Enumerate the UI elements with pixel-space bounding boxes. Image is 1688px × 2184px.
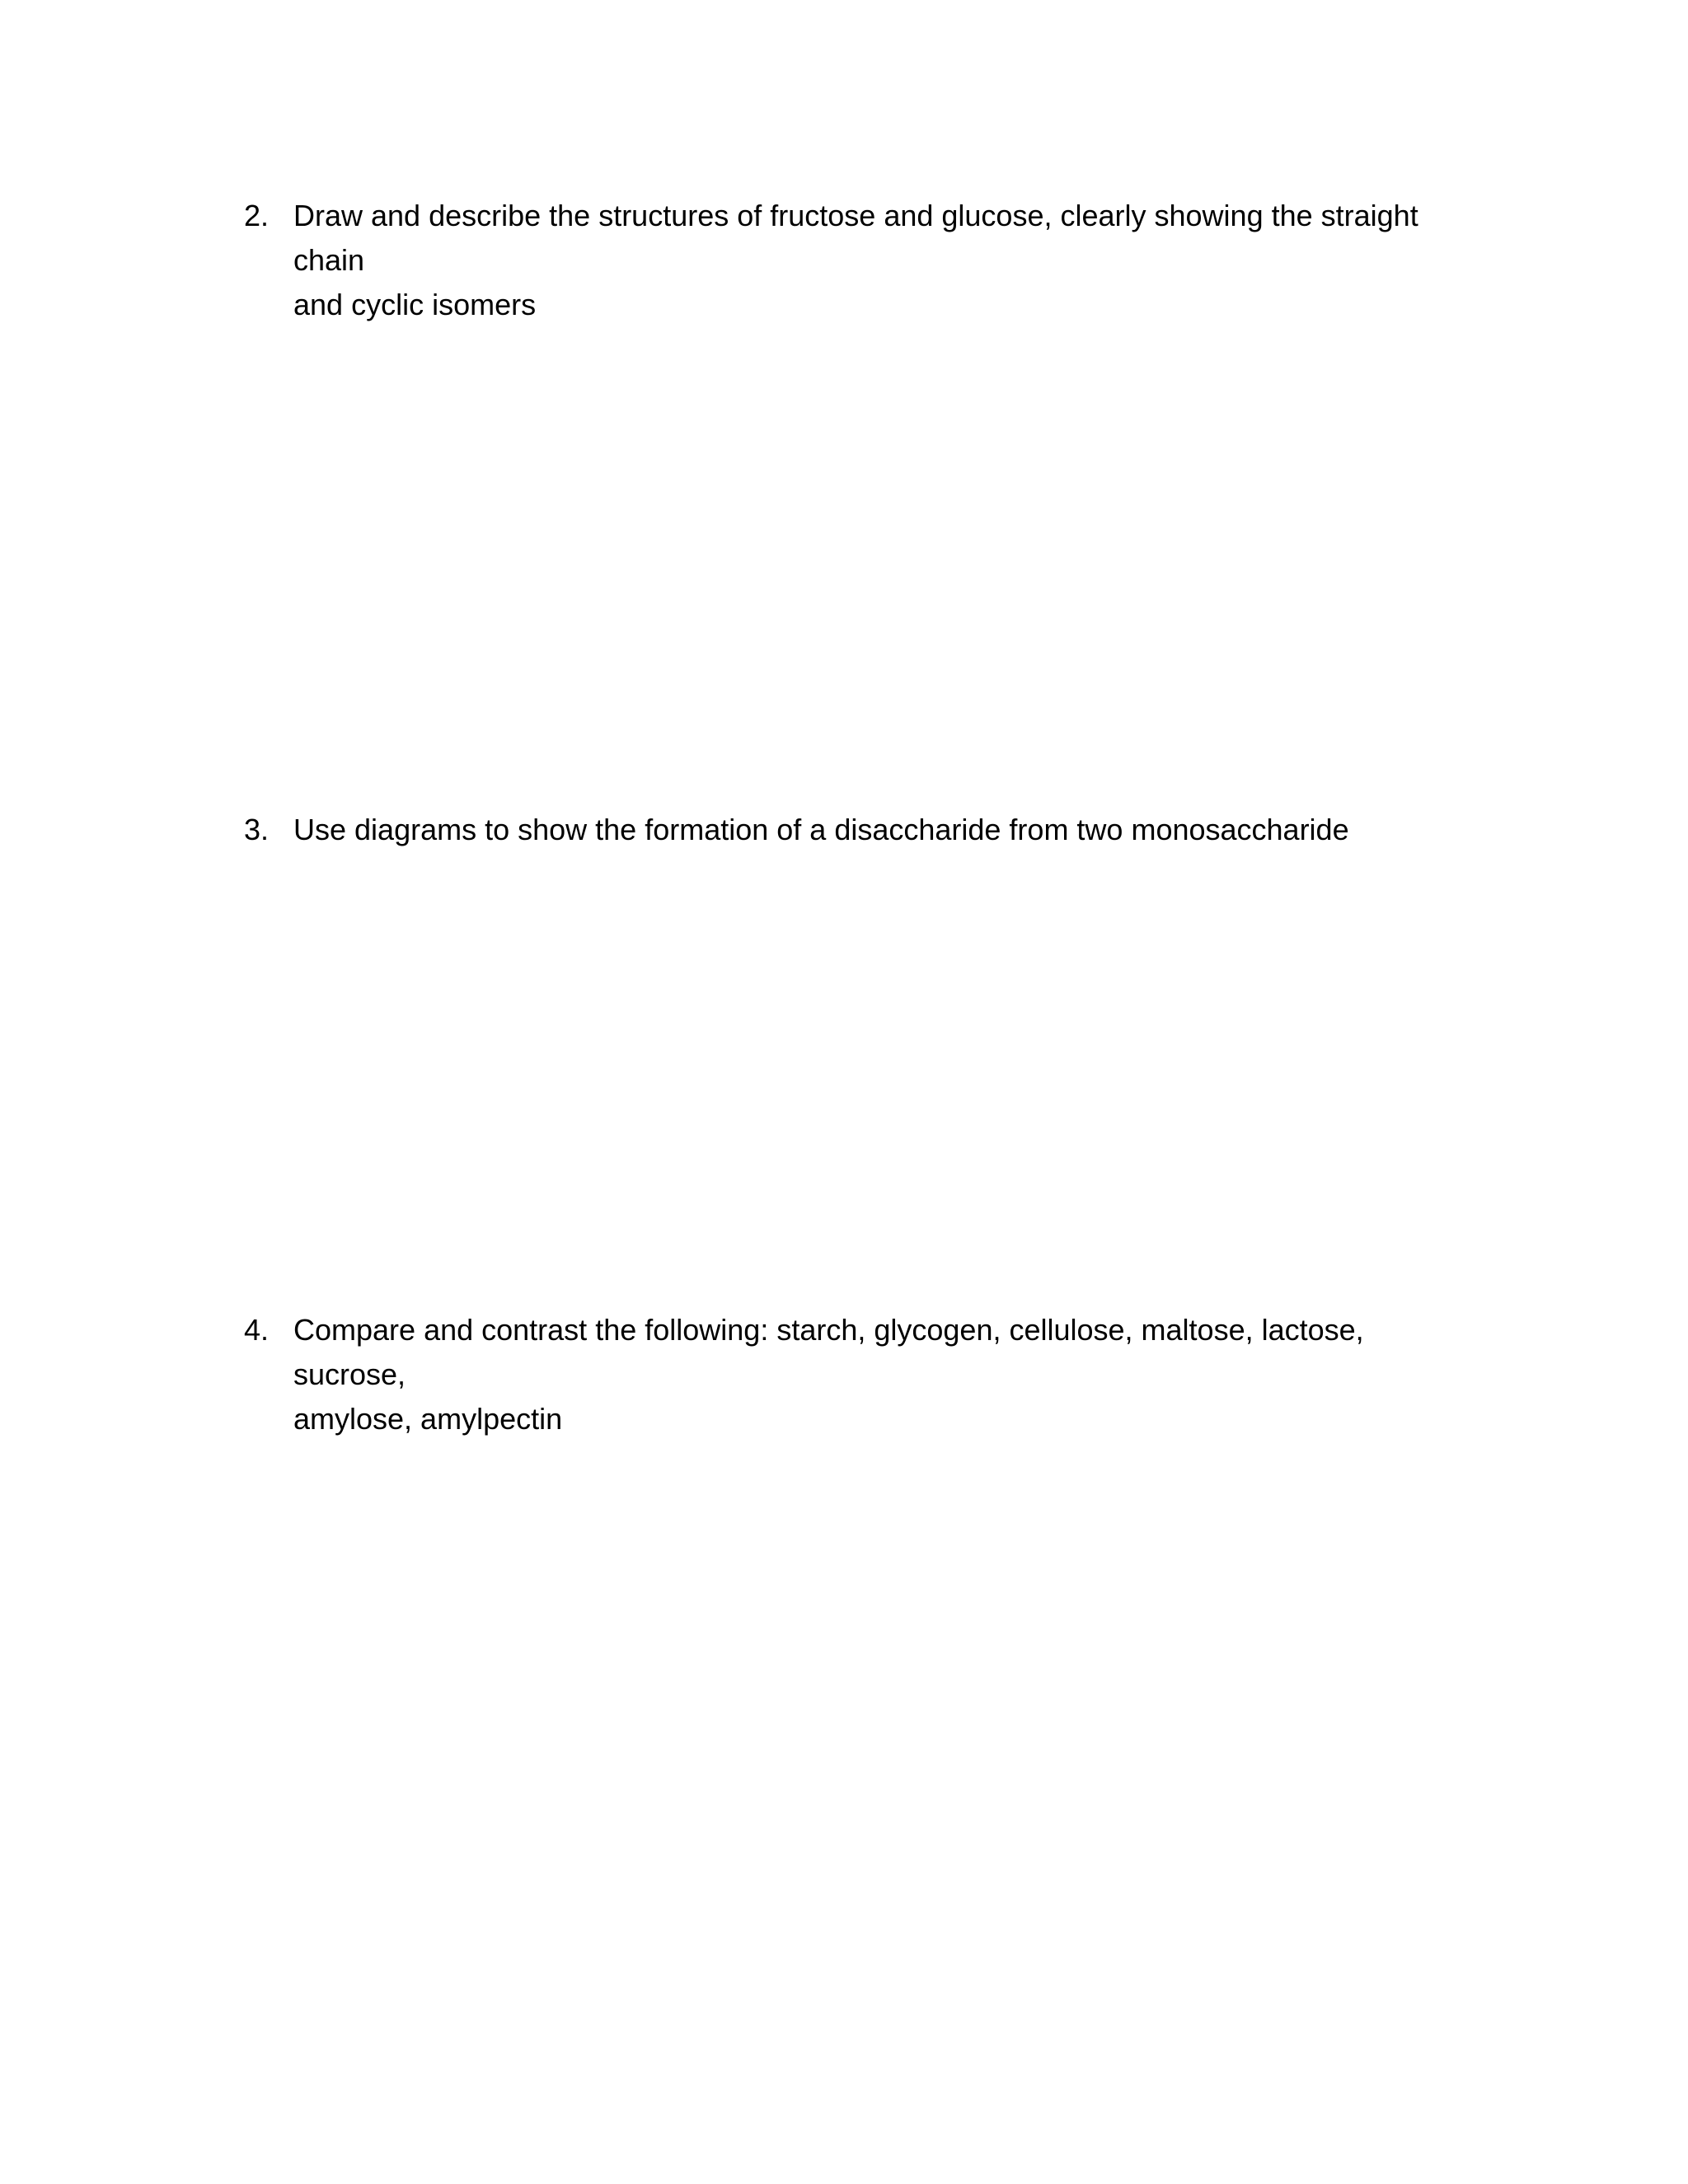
question-number: 3. <box>244 813 270 846</box>
question-number: 4. <box>244 1313 270 1347</box>
question-text: Use diagrams to show the formation of a disaccharide from two monosaccharide <box>293 813 1349 846</box>
question-text: Compare and contrast the following: starch, glycogen, cellulose, maltose, lactose, sucrose, amylose, amylpectin <box>293 1313 1364 1436</box>
question-text: Draw and describe the structures of fructose and glucose, clearly showing the straight chain and cyclic isomers <box>293 199 1418 321</box>
question-number: 2. <box>244 199 270 232</box>
